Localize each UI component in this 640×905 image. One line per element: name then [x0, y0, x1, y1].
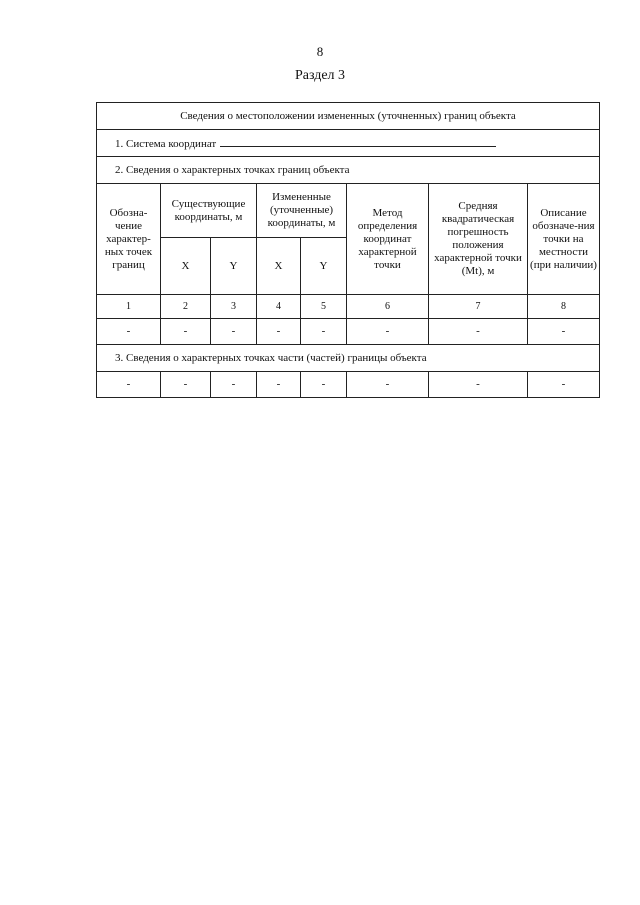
table-cell: - [257, 319, 301, 345]
header-mean-error: Средняя квадратическая погрешность положения характерной точки (Mt), м [429, 184, 528, 295]
section2-data-row [97, 319, 600, 345]
header-description: Описание обозначе-ния точки на местности (при наличии) [528, 184, 600, 295]
table-cell: - [301, 319, 347, 345]
header-existing-y: Y [211, 238, 257, 295]
coordinate-system-cell [97, 130, 600, 157]
column-number: 7 [429, 295, 528, 319]
header-existing-x: X [161, 238, 211, 295]
header-changed-y: Y [301, 238, 347, 295]
table-cell: - [211, 319, 257, 345]
header-point-designation: Обозна-чение характер-ных точек границ [97, 184, 161, 295]
table-cell: - [211, 372, 257, 398]
table-cell: - [97, 319, 161, 345]
column-number-row [97, 295, 600, 319]
coordinate-system-row [97, 130, 600, 157]
table-cell: - [528, 319, 600, 345]
section-title: Раздел 3 [294, 68, 346, 83]
header-changed-x: X [257, 238, 301, 295]
table-cell: - [257, 372, 301, 398]
table-cell: - [301, 372, 347, 398]
section3-data-row [97, 372, 600, 398]
table-cell: - [429, 372, 528, 398]
boundary-points-table [96, 102, 600, 398]
column-number: 2 [161, 295, 211, 319]
page-number: 8 [316, 44, 324, 59]
table-cell: - [97, 372, 161, 398]
header-method: Метод определения координат характерной точки [347, 184, 429, 295]
coordinate-system-label: 1. Система координат [115, 137, 217, 150]
column-header-row [97, 184, 600, 238]
table-title-row [97, 103, 600, 130]
table-cell: - [429, 319, 528, 345]
column-number: 5 [301, 295, 347, 319]
table-cell: - [347, 372, 429, 398]
column-number: 6 [347, 295, 429, 319]
column-number: 1 [97, 295, 161, 319]
table-cell: - [528, 372, 600, 398]
section3-heading-row [97, 345, 600, 372]
section2-heading-row [97, 157, 600, 184]
header-existing-coordinates: Существующие координаты, м [161, 184, 257, 238]
table-cell: - [161, 372, 211, 398]
header-changed-coordinates: Измененные (уточненные) координаты, м [257, 184, 347, 238]
column-number: 3 [211, 295, 257, 319]
section3-heading-cell: 3. Сведения о характерных точках части (частей) границы объекта [97, 345, 600, 372]
table-cell: - [347, 319, 429, 345]
table-title-cell: Сведения о местоположении измененных (уточненных) границ объекта [97, 103, 600, 130]
column-number: 8 [528, 295, 600, 319]
section2-heading-cell: 2. Сведения о характерных точках границ объекта [97, 157, 600, 184]
table-cell: - [161, 319, 211, 345]
coordinate-system-blank [220, 136, 496, 147]
column-number: 4 [257, 295, 301, 319]
